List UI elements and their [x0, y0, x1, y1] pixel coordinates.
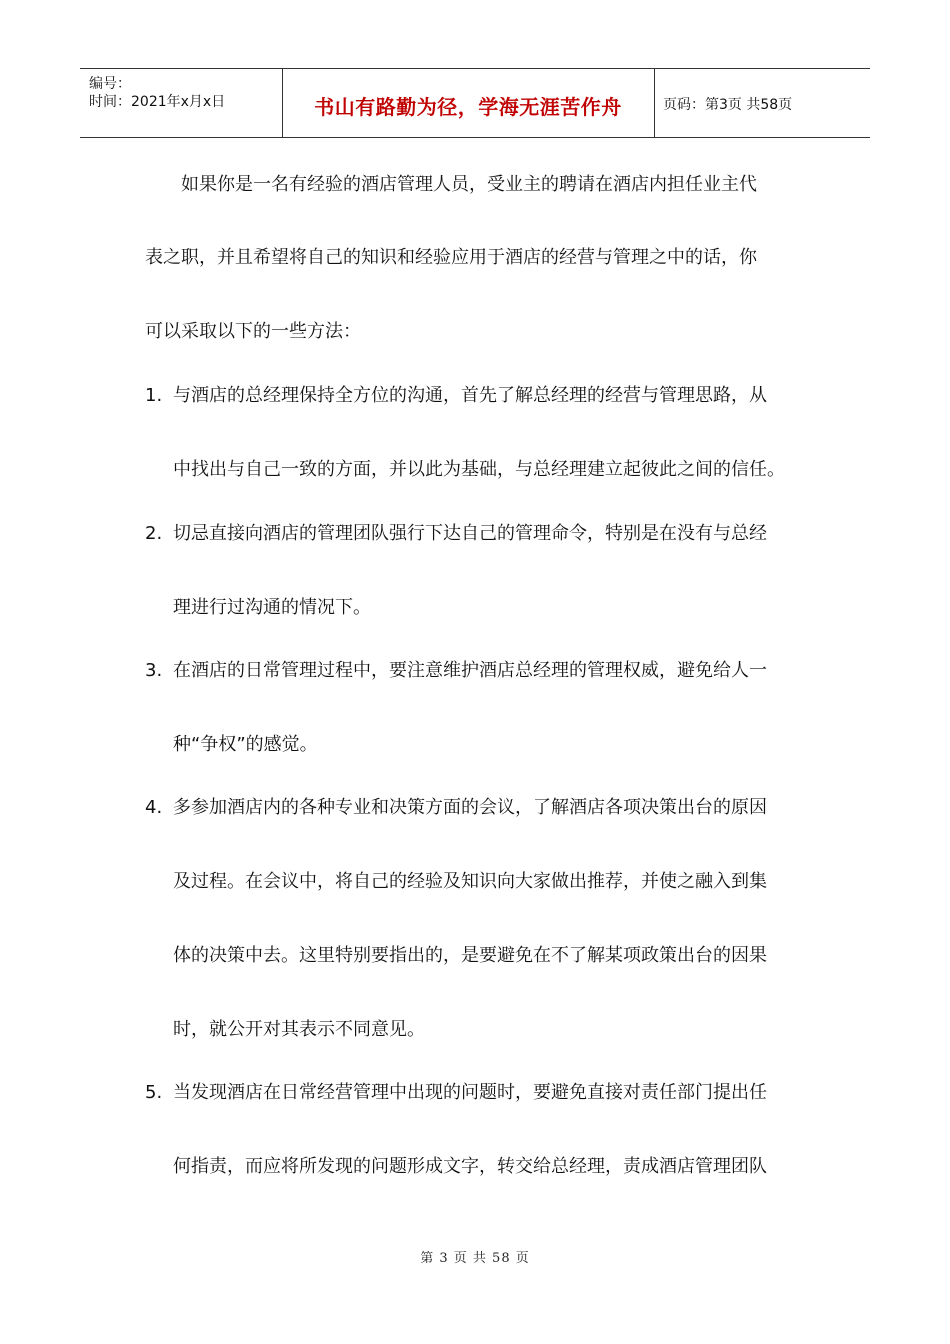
list-item-number: 4. [145, 797, 163, 818]
document-date-label: 时间：2021年x月x日 [89, 94, 226, 110]
list-item-number: 1. [145, 385, 163, 406]
intro-line: 可以采取以下的一些方法： [145, 321, 361, 342]
list-item-line: 理进行过沟通的情况下。 [173, 597, 371, 618]
list-item-line: 种“争权”的感觉。 [173, 734, 318, 755]
list-item-line: 切忌直接向酒店的管理团队强行下达自己的管理命令，特别是在没有与总经 [173, 523, 767, 544]
header-page-info: 页码：第3页 共58页 [663, 97, 793, 113]
list-item-line: 多参加酒店内的各种专业和决策方面的会议，了解酒店各项决策出台的原因 [173, 797, 767, 818]
document-number-label: 编号： [89, 76, 131, 92]
list-item-line: 及过程。在会议中，将自己的经验及知识向大家做出推荐，并使之融入到集 [173, 871, 767, 892]
list-item-line: 中找出与自己一致的方面，并以此为基础，与总经理建立起彼此之间的信任。 [173, 459, 785, 480]
list-item-number: 3. [145, 660, 163, 681]
list-item-line: 与酒店的总经理保持全方位的沟通，首先了解总经理的经营与管理思路，从 [173, 385, 767, 406]
list-item-number: 2. [145, 523, 163, 544]
list-item-line: 当发现酒店在日常经营管理中出现的问题时，要避免直接对责任部门提出任 [173, 1082, 767, 1103]
header-motto: 书山有路勤为径，学海无涯苦作舟 [314, 95, 622, 119]
list-item-line: 体的决策中去。这里特别要指出的，是要避免在不了解某项政策出台的因果 [173, 945, 767, 966]
list-item-line: 时，就公开对其表示不同意见。 [173, 1019, 425, 1040]
list-item-line: 在酒店的日常管理过程中，要注意维护酒店总经理的管理权威，避免给人一 [173, 660, 767, 681]
intro-line: 如果你是一名有经验的酒店管理人员，受业主的聘请在酒店内担任业主代 [181, 174, 757, 195]
intro-line: 表之职，并且希望将自己的知识和经验应用于酒店的经营与管理之中的话，你 [145, 247, 757, 268]
list-item-line: 何指责，而应将所发现的问题形成文字，转交给总经理，责成酒店管理团队 [173, 1156, 767, 1177]
page-footer: 第 3 页 共 58 页 [420, 1251, 530, 1266]
list-item-number: 5. [145, 1082, 163, 1103]
